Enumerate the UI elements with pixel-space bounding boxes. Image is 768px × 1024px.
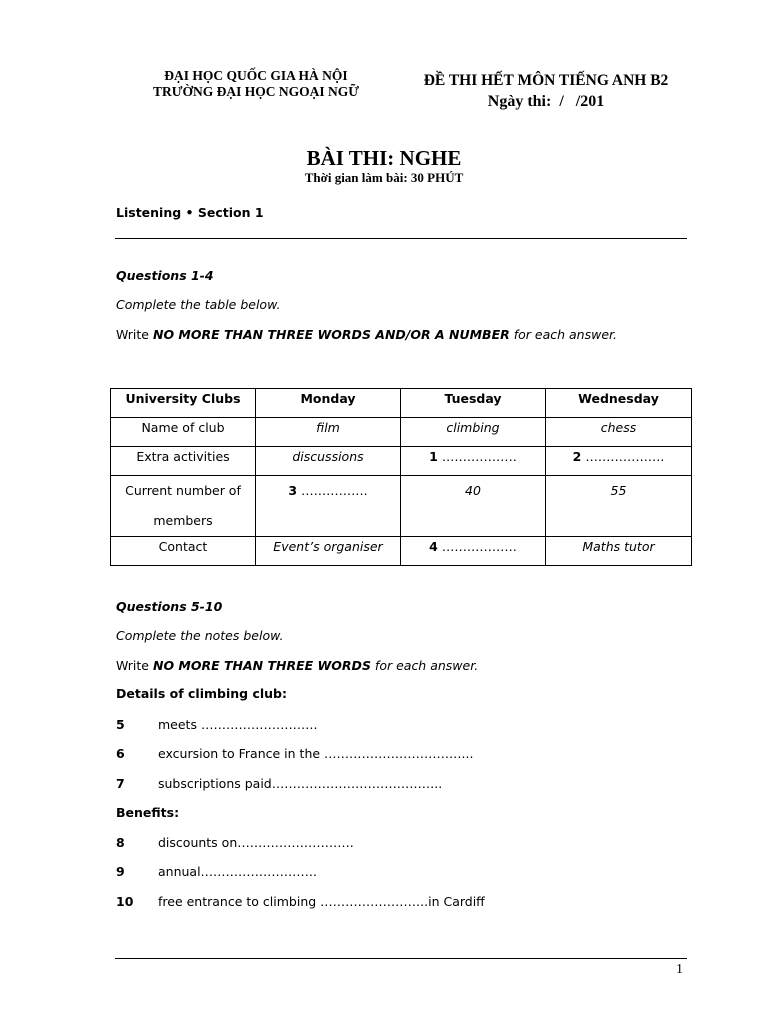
- time-allowed: Thời gian làm bài: 30 PHÚT: [304, 170, 464, 185]
- table-cell: film: [256, 418, 401, 447]
- footer-divider: [115, 958, 687, 959]
- page-title: BÀI THI: NGHE: [306, 146, 462, 170]
- exam-date: Ngày thi: / /201: [487, 93, 605, 110]
- questions-1-4-word-limit: Write NO MORE THAN THREE WORDS AND/OR A NUMBER for each answer.: [116, 327, 617, 342]
- table-row: [111, 476, 692, 537]
- questions-5-10-heading: Questions 5-10: [116, 599, 223, 614]
- questions-5-10-word-limit: Write NO MORE THAN THREE WORDS for each answer.: [116, 658, 479, 673]
- table-cell: Contact: [111, 537, 256, 566]
- blank-number: 2: [572, 449, 582, 464]
- table-cell: Maths tutor: [546, 537, 692, 566]
- university-header: [138, 68, 374, 100]
- table-header-cell: Wednesday: [546, 389, 692, 418]
- answer-blank-4[interactable]: [401, 537, 546, 566]
- divider: [115, 238, 687, 239]
- blank-number: 1: [429, 449, 438, 464]
- page-number: 1: [676, 962, 683, 977]
- questions-1-4-instruction: Complete the table below.: [116, 297, 281, 312]
- list-item[interactable]: [0, 835, 768, 851]
- table-row: [111, 447, 692, 476]
- section-title: Listening • Section 1: [116, 205, 264, 220]
- clubs-table: [110, 388, 692, 566]
- blank-dots: ………………: [441, 449, 517, 464]
- item-text: free entrance to climbing ……………………..in Cardiff: [158, 894, 485, 909]
- blank-dots: ……………: [301, 483, 364, 498]
- item-text: meets ……………………….: [158, 717, 318, 732]
- item-number: 10: [116, 894, 134, 909]
- item-number: 6: [116, 746, 125, 761]
- list-item[interactable]: [0, 776, 768, 792]
- table-row: [111, 418, 692, 447]
- blank-number: 3: [288, 483, 298, 498]
- benefits-heading: Benefits:: [116, 805, 180, 820]
- table-cell: discussions: [256, 447, 401, 476]
- table-header-row: [111, 389, 692, 418]
- table-cell: Current number of members: [111, 476, 256, 537]
- exam-name: ĐỀ THI HẾT MÔN TIẾNG ANH B2: [423, 72, 669, 89]
- item-number: 5: [116, 717, 125, 732]
- answer-blank-3[interactable]: 3 …………….: [256, 476, 401, 537]
- exam-header: [404, 70, 688, 112]
- table-cell: climbing: [401, 418, 546, 447]
- table-cell: Extra activities: [111, 447, 256, 476]
- table-row: [111, 537, 692, 566]
- list-item[interactable]: [0, 717, 768, 733]
- details-heading: Details of climbing club:: [116, 686, 287, 701]
- blank-dots: ……………….: [585, 449, 665, 464]
- table-header-cell: Tuesday: [401, 389, 546, 418]
- item-text: annual……………………….: [158, 864, 318, 879]
- table-cell: Name of club: [111, 418, 256, 447]
- questions-1-4-heading: Questions 1-4: [116, 268, 214, 283]
- blank-dots: ………………: [441, 539, 517, 554]
- item-number: 9: [116, 864, 125, 879]
- blank-number: 4: [429, 539, 438, 554]
- university-name: ĐẠI HỌC QUỐC GIA HÀ NỘI: [164, 68, 348, 83]
- school-name: TRƯỜNG ĐẠI HỌC NGOẠI NGỮ: [152, 84, 359, 99]
- list-item[interactable]: [0, 894, 768, 910]
- table-cell: 40: [401, 476, 546, 537]
- item-number: 8: [116, 835, 125, 850]
- questions-5-10-instruction: Complete the notes below.: [116, 628, 284, 643]
- list-item[interactable]: [0, 864, 768, 880]
- answer-blank-2[interactable]: [546, 447, 692, 476]
- table-cell: 55: [546, 476, 692, 537]
- table-header-cell: University Clubs: [111, 389, 256, 418]
- table-cell: chess: [546, 418, 692, 447]
- list-item[interactable]: [0, 746, 768, 762]
- item-number: 7: [116, 776, 125, 791]
- answer-blank-1[interactable]: [401, 447, 546, 476]
- item-text: discounts on……………………….: [158, 835, 354, 850]
- table-cell: Event’s organiser: [256, 537, 401, 566]
- table-header-cell: Monday: [256, 389, 401, 418]
- item-text: excursion to France in the ……………………………...: [158, 746, 474, 761]
- item-text: subscriptions paid…………………………………..: [158, 776, 443, 791]
